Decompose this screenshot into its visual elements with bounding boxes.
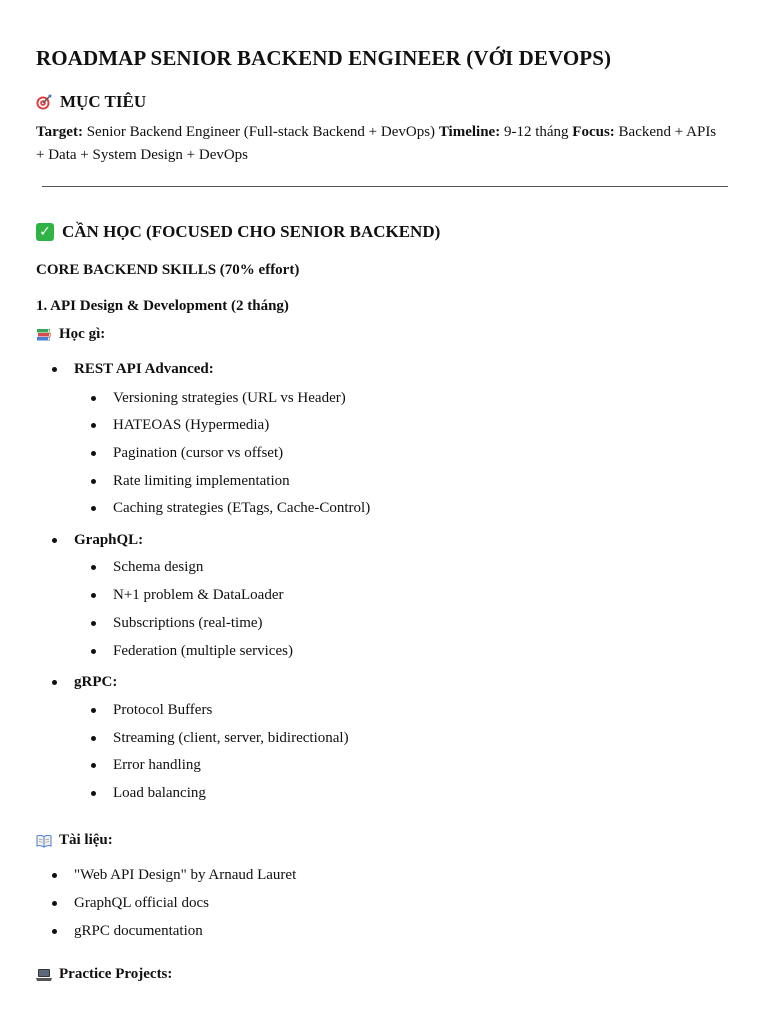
topic-graphql	[74, 531, 143, 549]
bullet	[91, 791, 96, 796]
what-to-learn-label	[36, 326, 105, 343]
list-item-text: Rate limiting implementation	[113, 473, 290, 489]
list-item-text: Schema design	[113, 559, 204, 575]
open-book-icon	[36, 834, 52, 848]
list-item	[113, 729, 349, 747]
bullet	[52, 929, 57, 934]
topic-grpc	[74, 673, 117, 691]
horizontal-divider	[42, 186, 728, 187]
focus-label: Focus:	[572, 124, 615, 140]
bullet	[91, 649, 96, 654]
list-item	[74, 866, 296, 884]
list-item-text: Streaming (client, server, bidirectional)	[113, 730, 349, 746]
list-item-text: HATEOAS (Hypermedia)	[113, 417, 270, 433]
list-item-text: "Web API Design" by Arnaud Lauret	[74, 867, 297, 883]
objective-paragraph	[36, 121, 726, 167]
list-item-text: gRPC documentation	[74, 923, 203, 939]
list-item	[113, 586, 284, 604]
books-icon	[36, 328, 52, 342]
list-item	[74, 894, 209, 912]
list-item	[113, 784, 206, 802]
learn-heading-text: CẦN HỌC (FOCUSED CHO SENIOR BACKEND)	[62, 222, 441, 241]
bullet	[91, 565, 96, 570]
list-item-text: GraphQL official docs	[74, 895, 209, 911]
objective-heading	[36, 92, 146, 112]
bullet	[52, 538, 57, 543]
learn-heading	[36, 222, 440, 242]
bullet	[52, 367, 57, 372]
target-icon	[36, 94, 52, 110]
list-item	[113, 614, 263, 632]
list-item	[113, 472, 290, 490]
timeline-label: Timeline:	[438, 124, 501, 140]
objective-heading-text: MỤC TIÊU	[60, 92, 147, 111]
list-item	[113, 389, 346, 407]
check-mark-icon: ✓	[36, 223, 54, 241]
list-item-text: Load balancing	[113, 785, 206, 801]
topic-label: gRPC:	[74, 674, 118, 690]
practice-label-text: Practice Projects:	[59, 966, 173, 982]
list-item	[113, 558, 203, 576]
bullet	[52, 873, 57, 878]
list-item	[113, 444, 283, 462]
practice-label	[36, 966, 172, 983]
core-skills-heading: CORE BACKEND SKILLS (70% effort)	[36, 262, 300, 278]
list-item-text: Error handling	[113, 757, 201, 773]
list-item	[113, 701, 212, 719]
bullet	[91, 451, 96, 456]
laptop-icon	[36, 968, 52, 982]
bullet	[91, 621, 96, 626]
bullet	[91, 708, 96, 713]
topic-label: REST API Advanced:	[74, 361, 214, 377]
bullet	[91, 506, 96, 511]
target-value: Senior Backend Engineer (Full-stack Backend + DevOps)	[82, 124, 439, 140]
module-heading: 1. API Design & Development (2 tháng)	[36, 298, 289, 314]
list-item-text: Caching strategies (ETags, Cache-Control)	[113, 500, 371, 516]
document-title: ROADMAP SENIOR BACKEND ENGINEER (VỚI DEVOPS)	[36, 46, 612, 70]
list-item	[113, 416, 269, 434]
what-to-learn-text: Học gì:	[59, 326, 106, 342]
list-item-text: Versioning strategies (URL vs Header)	[113, 390, 346, 406]
bullet	[91, 763, 96, 768]
list-item-text: N+1 problem & DataLoader	[113, 587, 284, 603]
bullet	[91, 423, 96, 428]
target-label: Target:	[36, 124, 83, 140]
bullet	[91, 593, 96, 598]
bullet	[91, 396, 96, 401]
docs-label	[36, 832, 113, 849]
focus-value: Backend + APIs + Data + System Design + DevOps	[36, 124, 717, 163]
topic-rest	[74, 360, 214, 378]
timeline-value: 9-12 tháng	[500, 124, 573, 140]
list-item	[113, 642, 293, 660]
bullet	[91, 479, 96, 484]
list-item	[113, 756, 201, 774]
list-item	[113, 499, 370, 517]
list-item-text: Federation (multiple services)	[113, 643, 293, 659]
topic-label: GraphQL:	[74, 532, 144, 548]
bullet	[52, 680, 57, 685]
list-item-text: Protocol Buffers	[113, 702, 213, 718]
bullet	[52, 901, 57, 906]
list-item	[74, 922, 203, 940]
docs-label-text: Tài liệu:	[59, 832, 113, 848]
list-item-text: Subscriptions (real-time)	[113, 615, 263, 631]
bullet	[91, 736, 96, 741]
list-item-text: Pagination (cursor vs offset)	[113, 445, 284, 461]
